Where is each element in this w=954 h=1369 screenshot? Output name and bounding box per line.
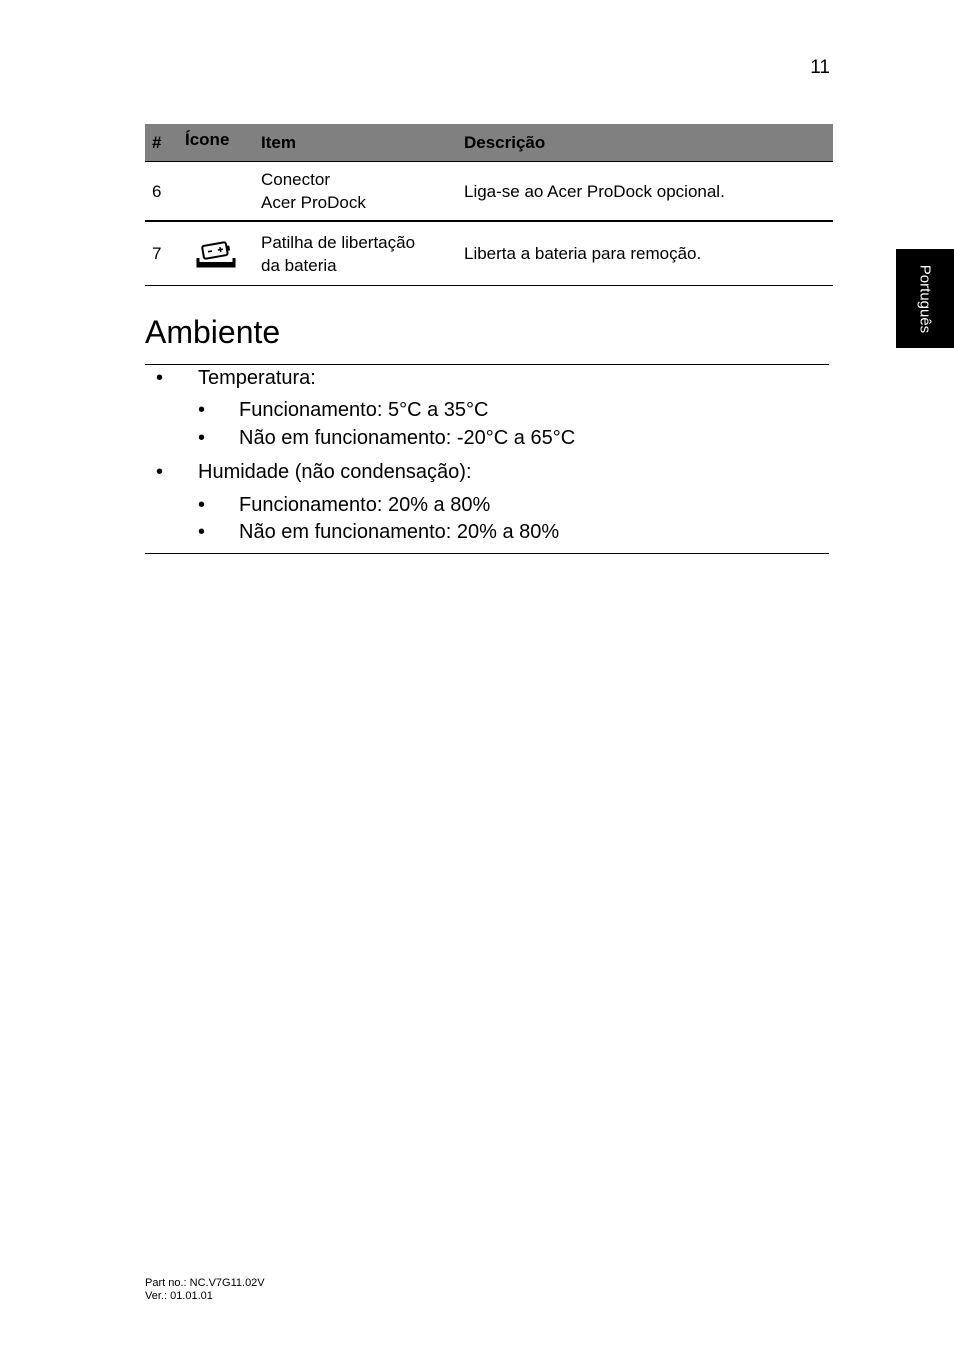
bullet-icon: • — [198, 399, 206, 421]
row-description: Liga-se ao Acer ProDock opcional. — [457, 162, 833, 222]
row-item-line: Patilha de libertação — [261, 232, 416, 252]
table-row — [145, 162, 833, 222]
battery-release-icon — [195, 239, 237, 269]
language-tab — [896, 249, 954, 348]
header-number: # — [145, 124, 178, 162]
header-icon-label: Ícone — [178, 124, 254, 161]
row-number: 6 — [145, 162, 178, 222]
row-item-line: Acer ProDock — [261, 193, 366, 212]
row-item-line: da bateria — [261, 255, 337, 275]
header-description: Descrição — [457, 124, 833, 162]
bullet-icon: • — [156, 461, 164, 483]
bullet-icon: • — [198, 494, 206, 516]
list-item: Temperatura: — [198, 367, 316, 389]
sub-list-item: Não em funcionamento: -20°C a 65°C — [239, 427, 576, 449]
bullet-icon: • — [156, 367, 164, 389]
bullet-icon: • — [198, 521, 206, 543]
header-icon — [178, 124, 254, 162]
row-item — [254, 162, 457, 222]
page-number: 11 — [810, 57, 830, 78]
footer — [145, 1277, 265, 1303]
row-icon-cell — [178, 221, 254, 286]
language-tab-label: Português — [916, 264, 934, 333]
footer-part-number: Part no.: NC.V7G11.02V — [145, 1277, 265, 1289]
sub-list-item: Não em funcionamento: 20% a 80% — [239, 521, 560, 543]
row-description: Liberta a bateria para remoção. — [457, 221, 833, 286]
bullet-icon: • — [198, 427, 206, 449]
section-bottom-rule — [145, 553, 829, 554]
footer-version: Ver.: 01.01.01 — [145, 1290, 213, 1302]
table-header-row — [145, 124, 833, 162]
parts-table — [145, 124, 833, 286]
row-icon-cell — [178, 162, 254, 222]
table-row — [145, 221, 833, 286]
row-item-line: Conector — [261, 170, 330, 189]
section-title: Ambiente — [145, 314, 281, 350]
section-top-rule — [145, 364, 829, 365]
header-item: Item — [254, 124, 457, 162]
row-item — [254, 221, 457, 286]
sub-list-item: Funcionamento: 5°C a 35°C — [239, 399, 489, 421]
sub-list-item: Funcionamento: 20% a 80% — [239, 494, 491, 516]
list-item: Humidade (não condensação): — [198, 461, 472, 483]
row-number: 7 — [145, 221, 178, 286]
